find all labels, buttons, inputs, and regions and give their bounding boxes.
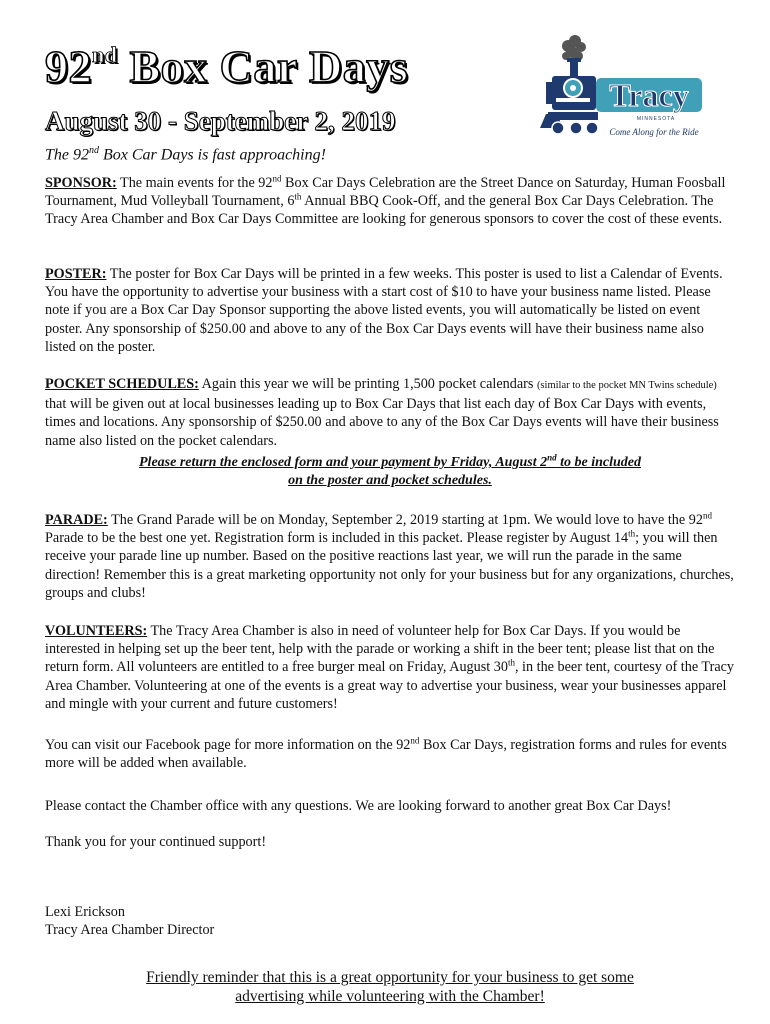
signature-role: Tracy Area Chamber Director bbox=[45, 922, 215, 939]
title-number: 92 bbox=[45, 41, 92, 92]
pocket-heading: POCKET SCHEDULES: bbox=[45, 376, 199, 392]
thanks-line: Thank you for your continued support! bbox=[45, 834, 267, 850]
facebook-paragraph bbox=[45, 736, 735, 772]
contact-paragraph: Please contact the Chamber office with any questions. We are looking forward to another great Box Car Days! bbox=[45, 798, 672, 814]
locomotive-icon bbox=[540, 58, 598, 134]
smoke-icon bbox=[562, 35, 586, 61]
return-notice bbox=[45, 454, 735, 490]
facebook-sup-1: nd bbox=[410, 735, 420, 746]
signature-block bbox=[45, 903, 735, 939]
poster-text: The poster for Box Car Days will be printed in a few weeks. This poster is used to list a Calendar of Events. You have the opportunity to advertise your business with a start cost of $10 to have your business name listed. Please note if you are a Box Car Day Sponsor supporting the above listed events, you will automatically be listed on event poster. Any sponsorship of $250.00 and above to any of the Box Car Days events will have their business name also listed on the poster. bbox=[45, 266, 723, 355]
pocket-schedules-paragraph bbox=[45, 375, 735, 450]
notice-line1-post: to be included bbox=[556, 455, 641, 470]
lead-post: Box Car Days is fast approaching! bbox=[99, 146, 326, 164]
facebook-text-1: You can visit our Facebook page for more information on the 92 bbox=[45, 737, 411, 753]
event-dates: August 30 - September 2, 2019 bbox=[45, 106, 396, 136]
signature-name: Lexi Erickson bbox=[45, 904, 125, 920]
sponsor-paragraph bbox=[45, 174, 735, 229]
parade-text-1: The Grand Parade will be on Monday, September 2, 2019 starting at 1pm. We would love to have the 92 bbox=[107, 512, 703, 528]
tracy-logo bbox=[538, 32, 718, 144]
page-title bbox=[45, 41, 409, 92]
footer-line-2: advertising while volunteering with the Chamber! bbox=[235, 988, 545, 1005]
title-suffix: nd bbox=[92, 42, 118, 67]
sponsor-sup-2: th bbox=[294, 191, 302, 202]
notice-line1-pre: Please return the enclosed form and your payment by Friday, August 2 bbox=[139, 455, 548, 470]
sponsor-text-2: Box Car Days Celebration are the Street Dance on Saturday, Human Foosball Tournament, Mud Volleyball Tournament, 6 bbox=[45, 175, 726, 210]
volunteers-text-1: The Tracy Area Chamber is also in need of volunteer help for Box Car Days. If you would be interested in helping set up the beer tent, help with the parade or working a shift in the beer tent; please list that on the return form. All volunteers are entitled to a free burger meal on Friday, August 30 bbox=[45, 623, 715, 676]
sponsor-heading: SPONSOR: bbox=[45, 175, 117, 191]
logo-name: Tracy bbox=[609, 77, 689, 113]
lead-line bbox=[45, 145, 326, 164]
poster-paragraph bbox=[45, 265, 735, 356]
lead-sup: nd bbox=[89, 145, 99, 156]
lead-pre: The 92 bbox=[45, 146, 89, 164]
notice-line1-sup: nd bbox=[547, 452, 557, 463]
parade-heading: PARADE: bbox=[45, 512, 108, 528]
volunteers-text-2: , in the beer tent, courtesy of the Tracy Area Chamber. Volunteering at one of the events is a great way to advertise your business, wear your businesses apparel and mingle with your current and future customers! bbox=[45, 659, 735, 712]
parade-sup-1: nd bbox=[702, 510, 712, 521]
parade-text-2: Parade to be the best one yet. Registration form is included in this packet. Please register by August 14 bbox=[45, 530, 629, 547]
volunteers-paragraph bbox=[45, 622, 735, 713]
title-rest: Box Car Days bbox=[129, 41, 409, 92]
parade-paragraph bbox=[45, 511, 735, 602]
sponsor-text-1: The main events for the 92 bbox=[116, 175, 273, 191]
poster-heading: POSTER: bbox=[45, 266, 107, 282]
volunteers-sup-1: th bbox=[507, 657, 515, 668]
footer-reminder bbox=[45, 968, 735, 1006]
logo-tagline: Come Along for the Ride bbox=[609, 127, 699, 137]
sponsor-text-3: Annual BBQ Cook-Off, and the general Box Car Days Celebration. The Tracy Area Chamber and Box Car Days Committee are looking for generous sponsors to cover the cost of these events. bbox=[45, 193, 723, 228]
parade-text-3: ; you will then receive your parade line up number. Based on the positive reactions last year, we will run the parade in the same direction! Remember this is a great marketing opportunity not only for your business but for any organizations, churches, groups and clubs! bbox=[45, 530, 734, 601]
parade-sup-2: th bbox=[628, 528, 636, 539]
volunteers-heading: VOLUNTEERS: bbox=[45, 623, 148, 639]
pocket-text-1: Again this year we will be printing 1,500 pocket calendars bbox=[198, 376, 537, 392]
sponsor-sup-1: nd bbox=[272, 173, 282, 184]
pocket-text-2: that will be given out at local businesses leading up to Box Car Days that list each day of Box Car Days with events, times and locations. Any sponsorship of $250.00 and above to any of the Box Car Days events will have their business name also listed on the pocket calendars. bbox=[45, 396, 719, 449]
notice-line2: on the poster and pocket schedules. bbox=[288, 473, 492, 488]
footer-line-1: Friendly reminder that this is a great opportunity for your business to get some bbox=[146, 969, 634, 986]
pocket-small-note: (similar to the pocket MN Twins schedule) bbox=[536, 380, 717, 391]
facebook-text-2: Box Car Days, registration forms and rules for events more will be added when available. bbox=[45, 737, 727, 772]
logo-subtext: MINNESOTA bbox=[636, 116, 676, 122]
